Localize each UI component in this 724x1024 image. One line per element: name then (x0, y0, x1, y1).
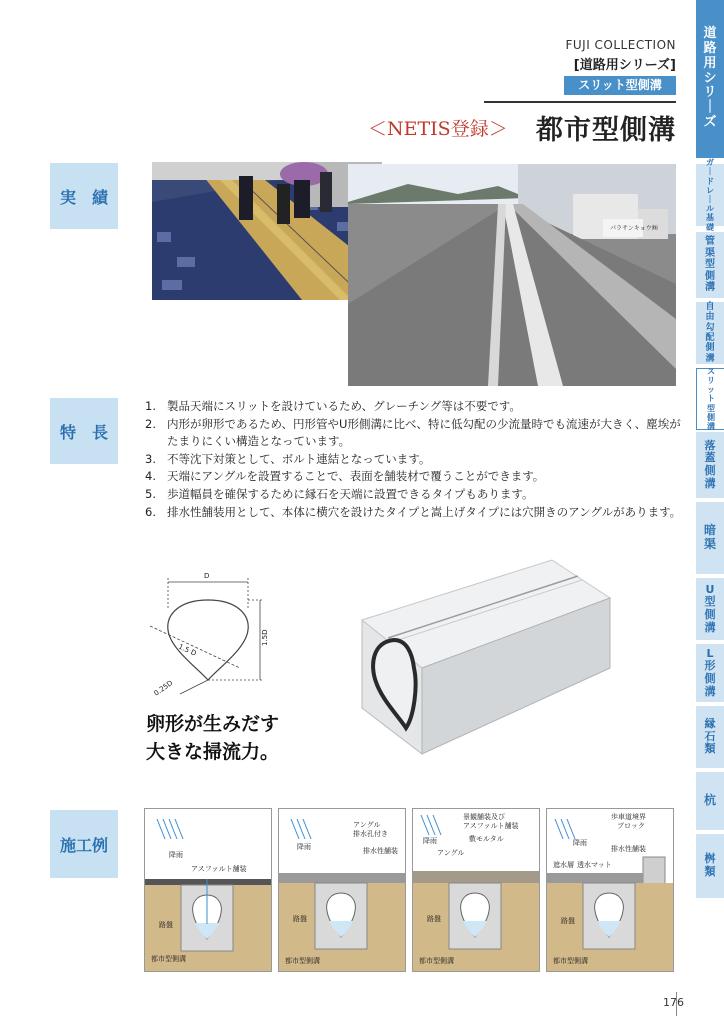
sidetab-culvert[interactable] (696, 502, 724, 574)
curb-label: 歩車道境界 (611, 813, 646, 821)
sidetab-label: 管 渠 型 側 溝 (705, 236, 715, 294)
permeable-mat-label: 透水マット (577, 861, 612, 869)
mortar-label: 敷モルタル (469, 835, 504, 843)
angle-label: アングル (437, 849, 465, 857)
rain-label: 降雨 (169, 851, 183, 859)
asphalt-label: アスファルト舗装 (191, 865, 247, 873)
sidetab-label: 自 由 勾 配 側 溝 (705, 301, 715, 364)
sidetab-road-series[interactable] (696, 0, 724, 158)
feature-item (145, 504, 690, 522)
sidetab-free-slope[interactable] (696, 302, 724, 364)
feature-number: 6. (145, 504, 156, 519)
sidetab-catch-basin[interactable] (696, 834, 724, 898)
feature-number: 3. (145, 451, 156, 466)
sidetab-label: L 形 側 溝 (704, 646, 716, 698)
sidetab-slit-gutter[interactable] (696, 368, 724, 430)
sidetab-l-gutter[interactable] (696, 644, 724, 702)
sidetab-label: 暗 渠 (703, 523, 716, 551)
sidetab-label: 杭 (703, 793, 716, 808)
title-rule (484, 101, 676, 103)
dimension-1-5d-vertical: 1.5D (261, 629, 269, 646)
slogan-line-1: 卵形が生みだす (146, 713, 280, 735)
photo-road (348, 164, 676, 386)
example-panel-curb (546, 808, 674, 972)
type-badge: スリット型側溝 (564, 76, 676, 95)
ground-label: 路盤 (427, 915, 441, 923)
egg-shape-diagram (140, 568, 290, 702)
series-name: [道路用シリーズ] (573, 58, 676, 73)
drain-pavement-label: 排水性舗装 (611, 845, 646, 853)
product-label: 都市型側溝 (553, 957, 588, 965)
section-results-label: 実 績 (50, 163, 118, 229)
sidetab-label: 縁 石 類 (704, 717, 716, 756)
brand-name: FUJI COLLECTION (565, 38, 676, 52)
sidetab-curbstone[interactable] (696, 706, 724, 768)
feature-text: 製品天端にスリットを設けているため、グレーチング等は不要です。 (167, 399, 521, 413)
feature-text: 内形が卵形であるため、円形管やU形側溝に比べ、特に低勾配の少流量時でも流速が大きく、塵埃がたまりにくい構造となっています。 (167, 416, 681, 449)
sidetab-pipe-gutter[interactable] (696, 232, 724, 298)
angle-label: アングル (353, 821, 381, 829)
feature-number: 1. (145, 399, 156, 413)
sidetab-label: 落 蓋 側 溝 (704, 438, 716, 490)
landscape-label: 景観舗装及び (463, 813, 505, 821)
section-examples-label: 施工例 (50, 810, 118, 878)
waterproof-label: 遮水層 (553, 861, 574, 869)
product-label: 都市型側溝 (151, 955, 186, 963)
feature-number: 2. (145, 416, 156, 431)
rain-label: 降雨 (573, 839, 587, 847)
asphalt-label: アスファルト舗装 (463, 822, 519, 830)
feature-item (145, 486, 690, 504)
feature-text: 排水性舗装用として、本体に横穴を設けたタイプと嵩上げタイプには穴開きのアングルがあります。 (167, 504, 682, 519)
rain-label: 降雨 (423, 837, 437, 845)
ground-label: 路盤 (561, 917, 575, 925)
sidetab-label: ス リ ッ ト 型 側 溝 (707, 366, 715, 431)
drain-pavement-label: 排水性舗装 (363, 847, 398, 855)
feature-text: 天端にアングルを設置することで、表面を舗装材で覆うことができます。 (167, 469, 545, 484)
sidetab-pile[interactable] (696, 772, 724, 830)
dimension-0-25d: 0.25D (152, 679, 175, 698)
angle-note-label: 排水孔付き (353, 830, 388, 838)
feature-item (145, 468, 690, 486)
sidetab-cover-gutter[interactable] (696, 432, 724, 498)
sidetab-guardrail[interactable] (696, 158, 724, 232)
page-number: 176 (663, 996, 684, 1009)
page-title: 都市型側溝 (536, 115, 676, 146)
sidetab-u-gutter[interactable] (696, 578, 724, 640)
truck-sign: パラサンキョウ㈱ (610, 225, 658, 232)
example-panel-landscape (412, 808, 540, 972)
netis-label: ＜NETIS登録＞ (368, 118, 508, 140)
product-label: 都市型側溝 (285, 957, 320, 965)
dimension-d: D (204, 572, 210, 580)
feature-item (145, 451, 690, 469)
product-render (352, 558, 614, 760)
sidetab-label: 桝 類 (704, 852, 716, 878)
slogan (146, 710, 279, 766)
feature-number: 4. (145, 469, 156, 484)
feature-item (145, 398, 690, 416)
features-list (145, 398, 690, 521)
feature-text: 歩道幅員を確保するために縁石を天端に設置できるタイプもあります。 (167, 486, 534, 501)
slogan-line-2: 大きな掃流力。 (146, 741, 280, 763)
section-features-label: 特 長 (50, 398, 118, 464)
rain-label: 降雨 (297, 843, 311, 851)
feature-text: 不等沈下対策として、ボルト連結となっています。 (167, 451, 431, 466)
sidetab-label: ガ ｜ ド レ ｜ ル 基 礎 (706, 158, 714, 232)
sidetab-label: 道 路 用 シ リ ｜ ズ (703, 25, 717, 131)
ground-label: 路盤 (159, 921, 173, 929)
block-label: ブロック (617, 822, 645, 830)
example-panel-drainage (278, 808, 406, 972)
dimension-1-5d-diag: 1.5 D (177, 642, 198, 658)
sidetab-label: U 型 側 溝 (704, 582, 716, 634)
ground-label: 路盤 (293, 915, 307, 923)
feature-item (145, 416, 690, 451)
product-label: 都市型側溝 (419, 957, 454, 965)
feature-number: 5. (145, 486, 156, 501)
example-panel-asphalt (144, 808, 272, 972)
